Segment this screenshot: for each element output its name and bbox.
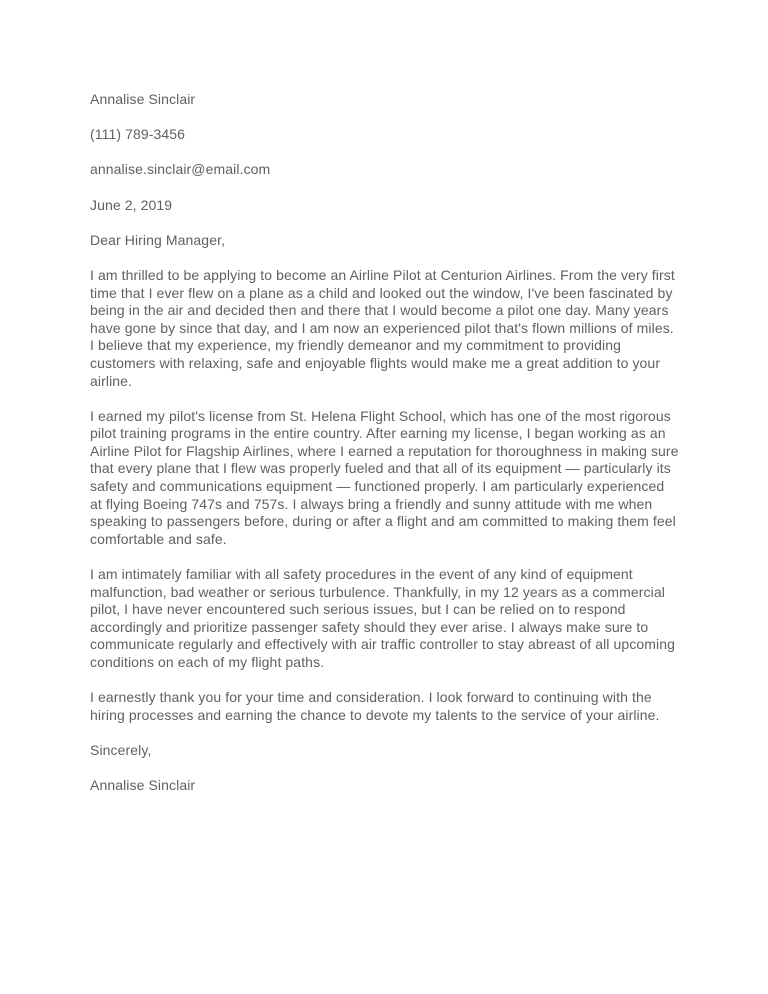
closing: Sincerely,	[90, 741, 152, 758]
sender-phone: (111) 789-3456	[90, 126, 186, 143]
sender-email: annalise.sinclair@email.com	[90, 161, 271, 178]
letter-date: June 2, 2019	[90, 196, 173, 213]
letter-body	[90, 267, 680, 724]
body-paragraph-4: I earnestly thank you for your time and consideration. I look forward to continuing with the hiring processes and earning the chance to devote my talents to the service of your airline.	[90, 689, 660, 723]
sender-info	[90, 91, 680, 179]
body-paragraph-1: I am thrilled to be applying to become an Airline Pilot at Centurion Airlines. From the very first time that I ever flew on a plane as a child and looked out the window, I've been fascinated by being in the air and decided then and there that I would become a pilot one day. Many years have gone by since that day, and I am now an experienced pilot that's flown millions of miles. I believe that my experience, my friendly demeanor and my commitment to providing customers with relaxing, safe and enjoyable flights would make me a great addition to your airline.	[90, 266, 675, 389]
signature-name: Annalise Sinclair	[90, 777, 196, 794]
salutation: Dear Hiring Manager,	[90, 231, 226, 248]
sender-name: Annalise Sinclair	[90, 91, 196, 107]
body-paragraph-2: I earned my pilot's license from St. Helena Flight School, which has one of the most rigorous pilot training programs in the entire country. After earning my license, I began working as an Airline Pilot for Flagship Airlines, where I earned a reputation for thoroughness in making sure that every plane that I flew was properly fueled and that all of its equipment — particularly its safety and communications equipment — functioned properly. I am particularly experienced at flying Boeing 747s and 757s. I always bring a friendly and sunny attitude with me when speaking to passengers before, during or after a flight and am committed to making them feel comfortable and safe.	[90, 407, 679, 547]
body-paragraph-3: I am intimately familiar with all safety procedures in the event of any kind of equipment malfunction, bad weather or serious turbulence. Thankfully, in my 12 years as a commercial pilot, I have never encountered such serious issues, but I can be relied on to respond accordingly and prioritize passenger safety should they ever arise. I always make sure to communicate regularly and effectively with air traffic controller to stay abreast of all upcoming conditions on each of my flight paths.	[90, 566, 676, 670]
